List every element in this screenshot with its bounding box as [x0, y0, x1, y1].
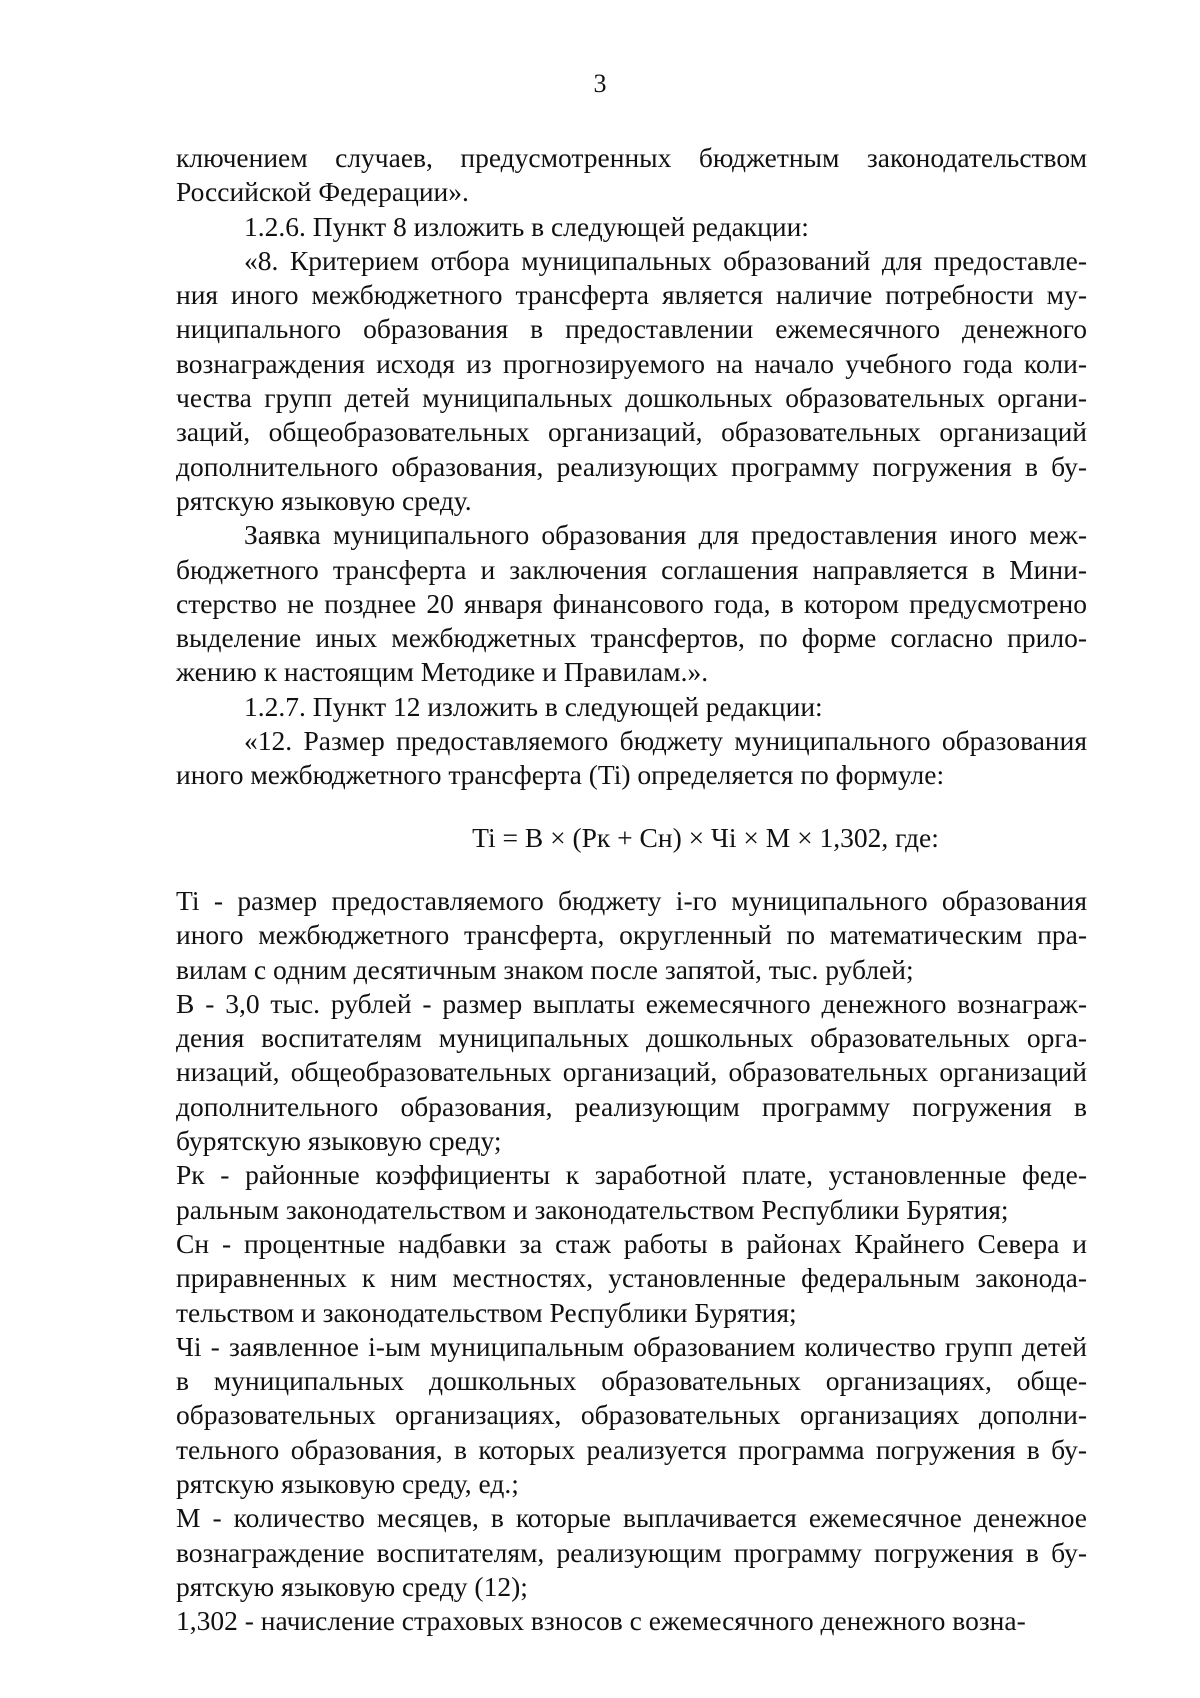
definition-chi: Чi - заявленное i-ым муниципальным образованием количество групп детей в муниципальных дошкольных образовательных организациях, общеобразовательных организациях, образовательных организациях дополнительного образования, в которых реализуется программа погружения в бурятскую языковую среду, ед.;	[176, 1330, 1087, 1499]
paragraph-item-1-2-7: 1.2.7. Пункт 12 изложить в следующей редакции:	[244, 690, 823, 722]
definition-sn: Сн - процентные надбавки за стаж работы в районах Крайнего Севера и приравненных к ним местностях, установленные федеральным законодательством и законодательством Республики Бурятия;	[176, 1227, 1087, 1328]
definition-ti: Ti - размер предоставляемого бюджету i-го муниципального образования иного межбюджетного трансферта, округленный по математическим правилам с одним десятичным знаком после запятой, тыс. рублей;	[176, 884, 1087, 985]
definition-1-302: 1,302 - начисление страховых взносов с ежемесячного денежного возна-	[176, 1605, 1026, 1637]
formula: Ti = B × (Рк + Сн) × Чi × M × 1,302, где:	[472, 821, 939, 853]
page-number: 3	[593, 69, 607, 98]
paragraph-clause-8: «8. Критерием отбора муниципальных образований для предоставления иного межбюджетного трансферта является наличие потребности муниципального образования в предоставлении ежемесячного денежного вознаграждения исходя из прогнозируемого на начало учебного года количества групп детей муниципальных дошкольных образовательных организаций, общеобразовательных организаций, образовательных организаций дополнительного образования, реализующих программу погружения в бурятскую языковую среду.	[176, 244, 1087, 516]
paragraph-continuation: ключением случаев, предусмотренных бюджетным законодательством Российской Федерации».	[176, 142, 1087, 208]
document-body	[176, 141, 1087, 1638]
definition-b: B - 3,0 тыс. рублей - размер выплаты ежемесячного денежного вознаграждения воспитателям муниципальных дошкольных образовательных организаций, общеобразовательных организаций, образовательных организаций дополнительного образования, реализующим программу погружения в бурятскую языковую среду;	[176, 987, 1087, 1157]
paragraph-application: Заявка муниципального образования для предоставления иного межбюджетного трансферта и заключения соглашения направляется в Министерство не позднее 20 января финансового года, в котором предусмотрено выделение иных межбюджетных трансфертов, по форме согласно приложению к настоящим Методике и Правилам.».	[176, 519, 1087, 688]
paragraph-clause-12: «12. Размер предоставляемого бюджету муниципального образования иного межбюджетного трансферта (Ti) определяется по формуле:	[176, 725, 1087, 791]
definition-rk: Рк - районные коэффициенты к заработной плате, установленные федеральным законодательством и законодательством Республики Бурятия;	[176, 1159, 1087, 1225]
paragraph-item-1-2-6: 1.2.6. Пункт 8 изложить в следующей редакции:	[244, 210, 809, 242]
definition-m: M - количество месяцев, в которые выплачивается ежемесячное денежное вознаграждение воспитателям, реализующим программу погружения в бурятскую языковую среду (12);	[176, 1502, 1087, 1602]
